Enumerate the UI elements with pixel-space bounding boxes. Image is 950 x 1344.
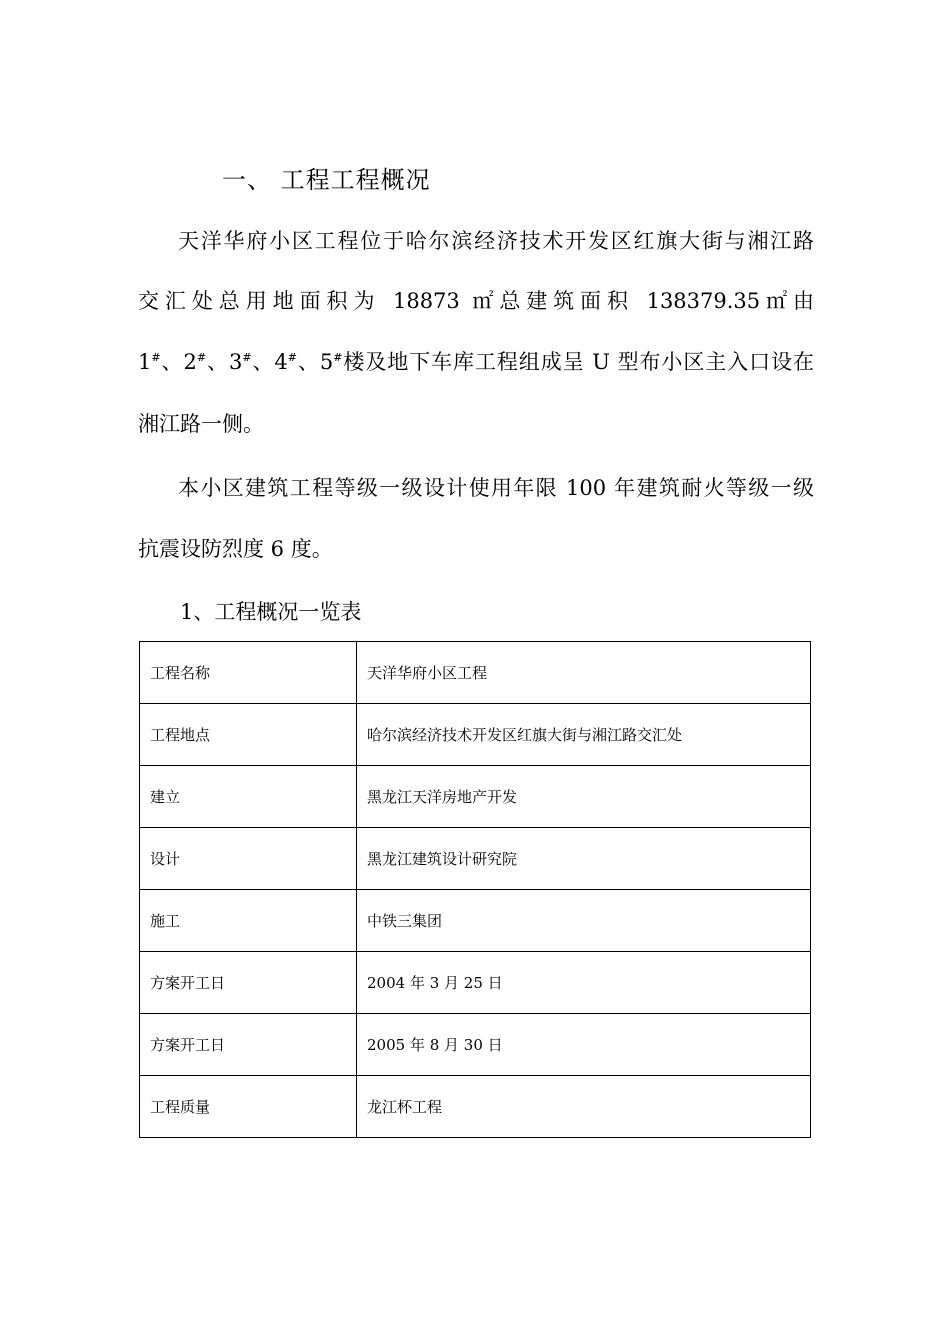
building-number: 2	[183, 350, 197, 374]
building-number: 1	[138, 350, 152, 374]
paragraph-1-line-2: 交汇处总用地面积为 18873 ㎡总建筑面积 138379.35㎡由	[138, 289, 814, 313]
number-mark: #	[287, 351, 297, 364]
row-value: 中铁三集团	[357, 890, 811, 952]
row-key: 设计	[140, 828, 357, 890]
table-row	[140, 1076, 811, 1138]
building-number: 3	[228, 350, 243, 374]
row-value: 龙江杯工程	[357, 1076, 811, 1138]
row-value: 2005 年 8 月 30 日	[357, 1014, 811, 1076]
table-row	[140, 828, 811, 890]
paragraph-1-line-4: 湘江路一侧。	[138, 412, 264, 436]
project-overview-table	[139, 641, 811, 1138]
row-value: 2004 年 3 月 25 日	[357, 952, 811, 1014]
row-key: 方案开工日	[140, 1014, 357, 1076]
number-mark: #	[151, 351, 161, 364]
table-caption: 1、工程概况一览表	[180, 600, 362, 624]
paragraph-2-line-1: 本小区建筑工程等级一级设计使用年限 100 年建筑耐火等级一级	[178, 476, 814, 500]
number-mark: #	[333, 351, 343, 364]
number-mark: #	[196, 351, 207, 364]
building-number: 4	[274, 350, 288, 374]
line-text: 楼及地下车库工程组成呈 U 型布小区主入口设在	[342, 350, 815, 374]
row-key: 工程地点	[140, 704, 357, 766]
table-row	[140, 952, 811, 1014]
row-key: 工程名称	[140, 642, 357, 704]
table-row	[140, 704, 811, 766]
number-mark: #	[242, 351, 252, 364]
separator: 、	[160, 350, 184, 374]
row-key: 建立	[140, 766, 357, 828]
separator: 、	[251, 350, 275, 374]
row-key: 方案开工日	[140, 952, 357, 1014]
row-value: 天洋华府小区工程	[357, 642, 811, 704]
row-key: 施工	[140, 890, 357, 952]
table-row	[140, 1014, 811, 1076]
paragraph-1-line-3	[138, 347, 814, 377]
separator: 、	[206, 350, 229, 374]
separator: 、	[297, 350, 320, 374]
row-key: 工程质量	[140, 1076, 357, 1138]
paragraph-2-line-2: 抗震设防烈度 6 度。	[138, 537, 333, 561]
row-value: 黑龙江建筑设计研究院	[357, 828, 811, 890]
table-row	[140, 890, 811, 952]
row-value: 黑龙江天洋房地产开发	[357, 766, 811, 828]
paragraph-1-line-1: 天洋华府小区工程位于哈尔滨经济技术开发区红旗大街与湘江路	[178, 229, 814, 253]
row-value: 哈尔滨经济技术开发区红旗大街与湘江路交汇处	[357, 704, 811, 766]
table-row	[140, 642, 811, 704]
section-heading: 一、 工程工程概况	[222, 166, 431, 194]
building-number: 5	[319, 350, 334, 374]
table-row	[140, 766, 811, 828]
